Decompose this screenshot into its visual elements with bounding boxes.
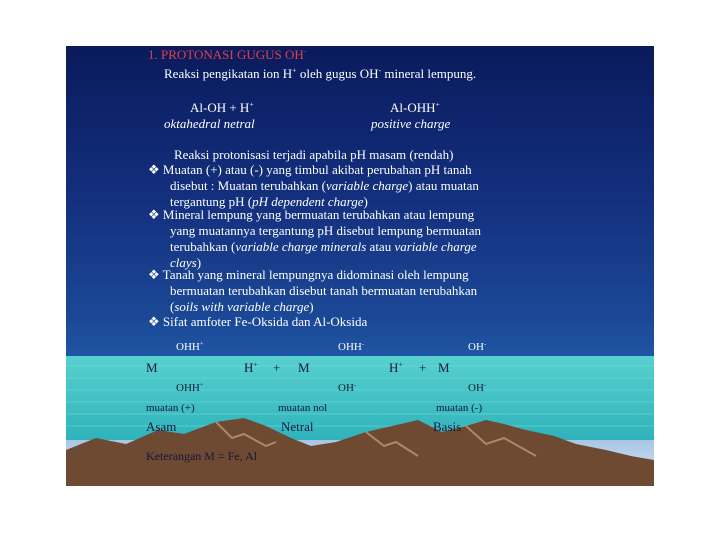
section-title: 1. PROTONASI GUGUS OH- (148, 46, 307, 62)
slide (66, 46, 654, 486)
top-group-1: OHH+ (176, 340, 204, 353)
plus-2: + (419, 360, 427, 375)
label-acid: Asam (146, 419, 177, 434)
reaction-right-label: positive charge (371, 116, 451, 131)
reaction-left-label: oktahedral netral (164, 116, 255, 131)
bullet-3: ❖ Tanah yang mineral lempungnya didominasi oleh lempung bermuatan terubahkan disebut tanah bermuatan terubahkan (soils with variable charge) (148, 267, 478, 314)
bullet-4: ❖ Sifat amfoter Fe-Oksida dan Al-Oksida (148, 314, 368, 329)
label-neutral: Netral (281, 419, 314, 434)
bullet-1: ❖ Muatan (+) atau (-) yang timbul akibat perubahan pH tanah disebut : Muatan terubahkan (variable charge) atau muatan tergantung pH (pH dependent charge) (148, 162, 479, 209)
charge-label-zero: muatan nol (278, 402, 328, 414)
bottom-group-2: OH- (338, 381, 357, 394)
condition-text: Reaksi protonisasi terjadi apabila pH masam (rendah) (174, 147, 454, 162)
top-group-3: OH- (468, 340, 487, 353)
reaction-left: Al-OH + H+ (190, 99, 254, 115)
bottom-group-3: OH- (468, 381, 487, 394)
metal-2: M (298, 360, 310, 375)
plus-1: + (273, 360, 281, 375)
intro-text: Reaksi pengikatan ion H+ oleh gugus OH- mineral lempung. (164, 65, 477, 81)
reaction-right: Al-OHH+ (390, 99, 440, 115)
proton-2: H+ (389, 359, 403, 375)
proton-1: H+ (244, 359, 258, 375)
metal-1: M (146, 360, 158, 375)
charge-label-negative: muatan (-) (436, 402, 483, 414)
diamond-bullet-icon: ❖ (148, 207, 160, 222)
diamond-bullet-icon: ❖ (148, 267, 160, 282)
bottom-group-1: OHH+ (176, 381, 204, 394)
diamond-bullet-icon: ❖ (148, 162, 160, 177)
top-group-2: OHH- (338, 340, 365, 353)
diamond-bullet-icon: ❖ (148, 314, 160, 329)
charge-label-positive: muatan (+) (146, 402, 195, 414)
note-text: Keterangan M = Fe, Al (146, 449, 258, 463)
metal-3: M (438, 360, 450, 375)
bullet-2: ❖ Mineral lempung yang bermuatan terubahkan atau lempung yang muatannya tergantung pH disebut lempung bermuatan terubahkan (variable charge minerals atau variable charge clays) (148, 207, 481, 270)
label-base: Basis (433, 419, 462, 434)
